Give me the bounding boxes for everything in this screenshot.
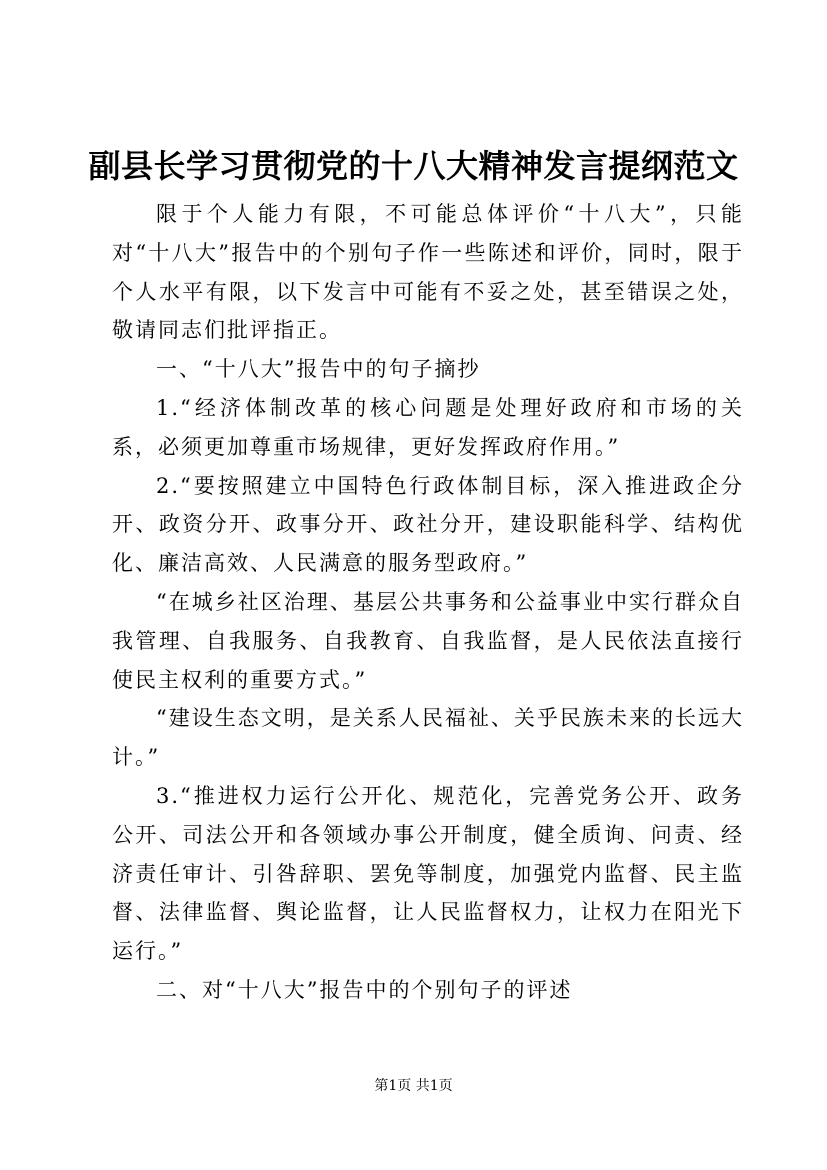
paragraph-quote-2: 2.“要按照建立中国特色行政体制目标，深入推进政企分开、政资分开、政事分开、政社分开，建设职能科学、结构优化、廉洁高效、人民满意的服务型政府。” <box>112 473 744 576</box>
section-heading-2: 二、对“十八大”报告中的个别句子的评述 <box>156 977 573 1002</box>
paragraph-quote-1: 1.“经济体制改革的核心问题是处理好政府和市场的关系，必须更加尊重市场规律，更好发挥政府作用。” <box>112 395 744 459</box>
section-heading-1: 一、“十八大”报告中的句子摘抄 <box>156 357 481 382</box>
paragraph-quote-3: 3.“推进权力运行公开化、规范化，完善党务公开、政务公开、司法公开和各领域办事公开制度，健全质询、问责、经济责任审计、引咎辞职、罢免等制度，加强党内监督、民主监督、法律监督、舆论监督，让人民监督权力，让权力在阳光下运行。” <box>112 783 744 964</box>
paragraph-quote-2c: “建设生态文明，是关系人民福祉、关乎民族未来的长远大计。” <box>112 706 744 770</box>
page-footer: 第1页 共1页 <box>374 1078 453 1094</box>
paragraph-intro: 限于个人能力有限，不可能总体评价“十八大”，只能对“十八大”报告中的个别句子作一些陈述和评价，同时，限于个人水平有限，以下发言中可能有不妥之处，甚至错误之处，敬请同志们批评指正。 <box>112 202 744 343</box>
document-body <box>112 195 744 1010</box>
document-title: 副县长学习贯彻党的十八大精神发言提纲范文 <box>88 147 739 185</box>
paragraph-quote-2b: “在城乡社区治理、基层公共事务和公益事业中实行群众自我管理、自我服务、自我教育、自我监督，是人民依法直接行使民主权利的重要方式。” <box>112 589 744 692</box>
